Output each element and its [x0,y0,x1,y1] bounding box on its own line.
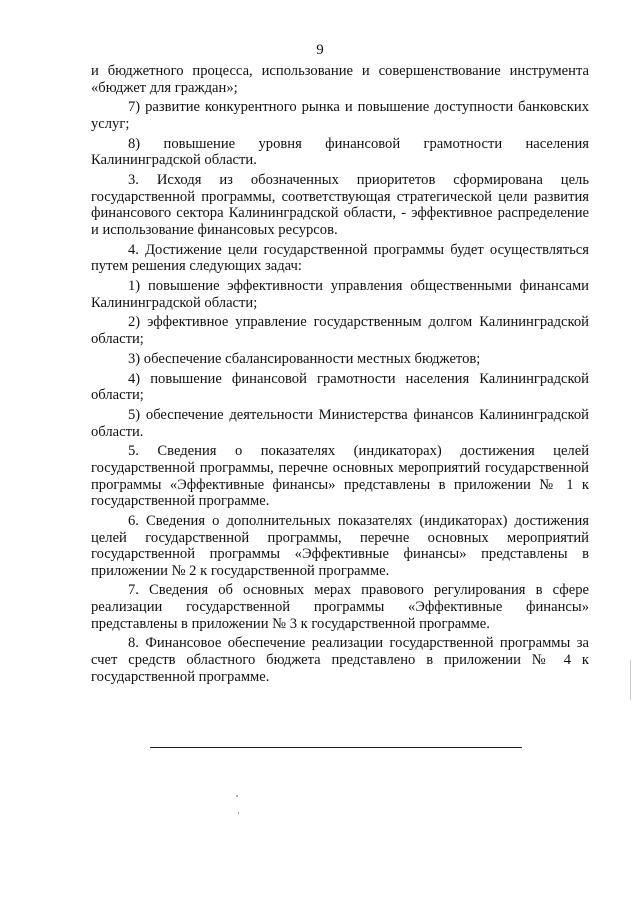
paragraph-task-2: 2) эффективное управление государственным долгом Калининградской области; [91,314,589,348]
scan-speck [238,812,239,814]
end-of-text-divider [150,747,522,748]
paragraph-budget-for-citizens: и бюджетного процесса, использование и совершенствование инструмента «бюджет для граждан»; [91,63,589,96]
paragraph-6-appendix-2: 6. Сведения о дополнительных показателях (индикаторах) достижения целей государственной программы, перечне основных мероприятий государственной программы «Эффективные финансы» представлены в приложении № 2 к государственной программе. [91,512,589,579]
page-number: 9 [316,42,324,58]
paragraph-7-appendix-3: 7. Сведения об основных мерах правового регулирования в сфере реализации государственной программы «Эффективные финансы» представлены в приложении № 3 к государственной программе. [91,582,589,632]
paragraph-3-program-goal: 3. Исходя из обозначенных приоритетов сформирована цель государственной программы, соответствующая стратегической цели развития финансового сектора Калининградской области, - эффективное распределение и использование финансовых ресурсов. [91,172,589,238]
paragraph-8-appendix-4: 8. Финансовое обеспечение реализации государственной программы за счет средств областного бюджета представлено в приложении № 4 к государственной программе. [91,635,589,685]
paragraph-4-tasks-intro: 4. Достижение цели государственной программы будет осуществляться путем решения следующих задач: [91,241,589,275]
paragraph-task-5: 5) обеспечение деятельности Министерства финансов Калининградской области. [91,406,589,440]
paragraph-5-appendix-1: 5. Сведения о показателях (индикаторах) достижения целей государственной программы, перечне основных мероприятий государственной программы «Эффективные финансы» представлены в приложении № 1 к государственной программе. [91,443,589,510]
scan-speck [236,795,238,797]
paragraph-item-8-financial-literacy: 8) повышение уровня финансовой грамотности населения Калининградской области. [91,135,589,169]
paragraph-task-3: 3) обеспечение сбалансированности местных бюджетов; [128,350,481,367]
paragraph-task-4: 4) повышение финансовой грамотности населения Калининградской области; [91,370,589,404]
paragraph-item-7-competitive-market: 7) развитие конкурентного рынка и повышение доступности банковских услуг; [91,99,589,132]
scan-speck [630,660,631,700]
document-body [91,63,589,688]
paragraph-task-1: 1) повышение эффективности управления общественными финансами Калининградской области; [91,278,589,311]
